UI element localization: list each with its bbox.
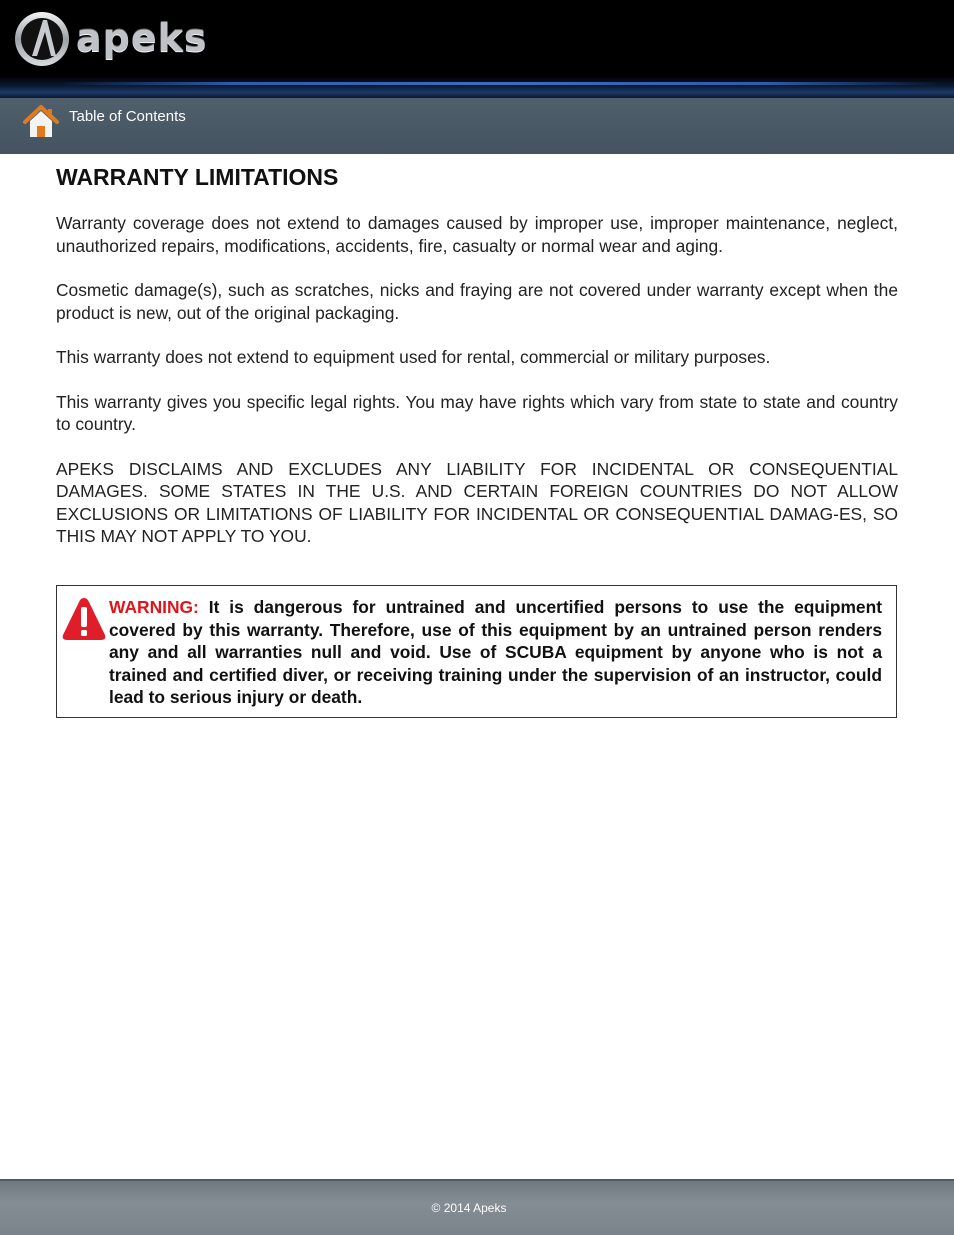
paragraph-legal-rights: This warranty gives you specific legal rights. You may have rights which vary from state to state and country to country.	[56, 391, 898, 434]
table-of-contents-link[interactable]: Table of Contents	[69, 108, 186, 125]
brand-logo-text: apeks	[76, 16, 208, 60]
paragraph-coverage: Warranty coverage does not extend to damages caused by improper use, improper maintenance, neglect, unauthorized repairs, modifications, accidents, fire, casualty or normal wear and aging.	[56, 213, 898, 256]
page-title: WARRANTY LIMITATIONS	[56, 164, 339, 190]
warning-box	[56, 585, 897, 718]
paragraph-disclaimer: APEKS DISCLAIMS AND EXCLUDES ANY LIABILITY FOR INCIDENTAL OR CONSEQUENTIAL DAMAGES. SOME STATES IN THE U.S. AND CERTAIN FOREIGN COUNTRIES DO NOT ALLOW EXCLUSIONS OR LIMITATIONS OF LIABILITY FOR INCIDENTAL OR CONSEQUENTIAL DAMAG-ES, SO THIS MAY NOT APPLY TO YOU.	[56, 458, 898, 546]
paragraph-rental: This warranty does not extend to equipment used for rental, commercial or military purposes.	[56, 347, 771, 367]
warning-message	[109, 596, 882, 709]
header	[0, 0, 954, 98]
header-glow	[0, 76, 954, 98]
copyright-text: © 2014 Apeks	[431, 1201, 507, 1215]
warning-label: WARNING:	[109, 597, 199, 617]
main-content	[56, 162, 898, 570]
warning-body: It is dangerous for untrained and uncertified persons to use the equipment covered by this warranty. Therefore, use of this equipment by an untrained person renders any and all warranties null and void. Use of SCUBA equipment by anyone who is not a trained and certified diver, or receiving training under the supervision of an instructor, could lead to serious injury or death.	[109, 597, 882, 707]
header-accent-line	[60, 82, 940, 85]
paragraph-cosmetic: Cosmetic damage(s), such as scratches, nicks and fraying are not covered under warranty except when the product is new, out of the original packaging.	[56, 280, 898, 323]
apeks-logo-icon	[12, 8, 72, 68]
navigation-bar	[0, 98, 954, 154]
warning-exclamation-icon	[61, 595, 107, 643]
footer	[0, 1179, 954, 1235]
home-icon[interactable]	[22, 103, 60, 141]
